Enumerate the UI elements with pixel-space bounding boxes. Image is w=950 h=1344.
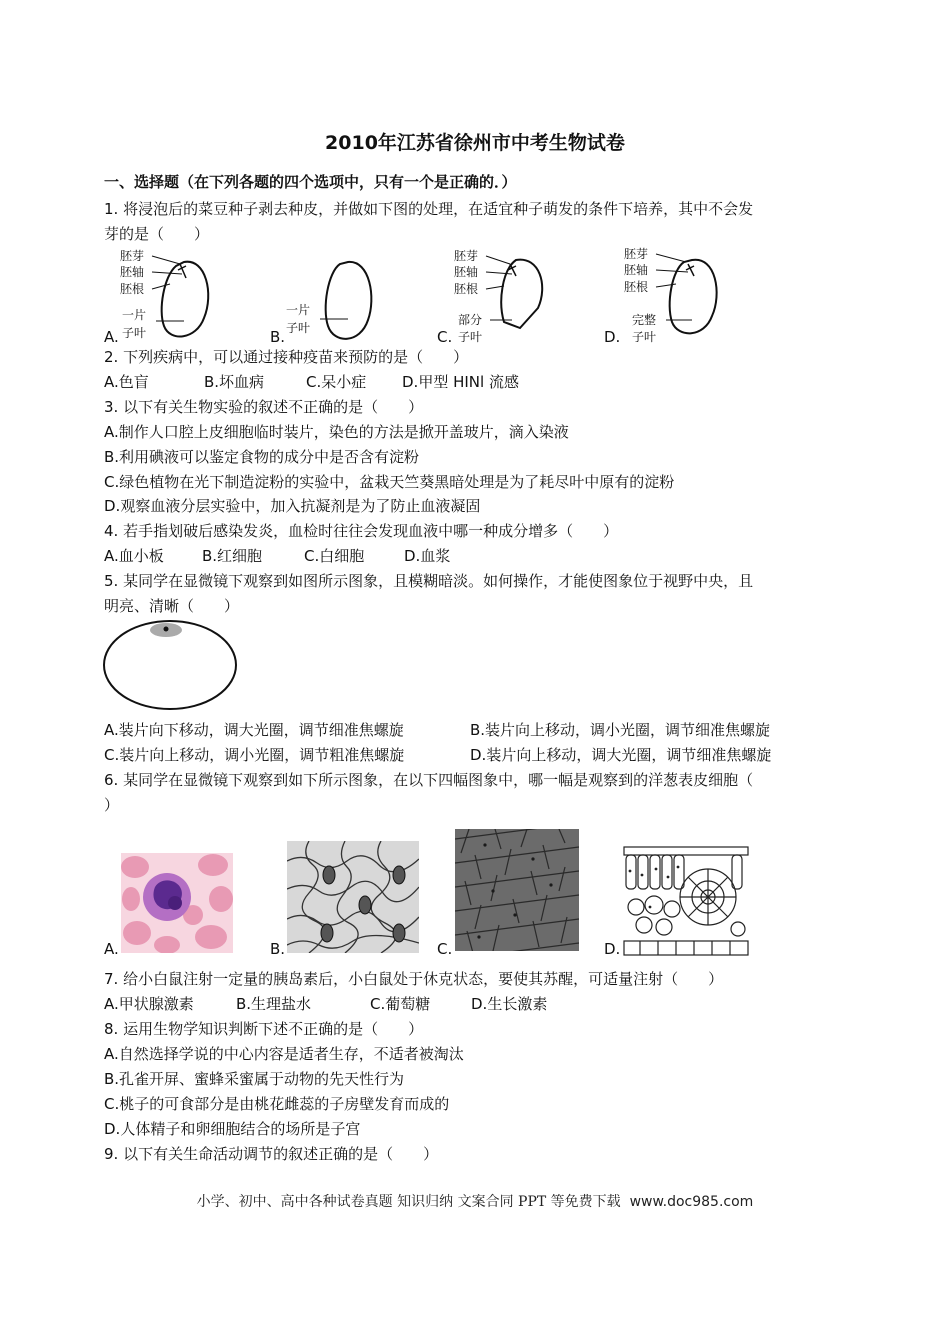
q5-option-c: C.装片向上移动，调小光圈，调节粗准焦螺旋 bbox=[104, 746, 405, 764]
q5-option-b: B.装片向上移动，调小光圈，调节细准焦螺旋 bbox=[470, 721, 771, 739]
q6-option-b-letter: B. bbox=[270, 940, 286, 958]
q6-stem-line1: 6. 某同学在显微镜下观察到如下所示图象，在以下四幅图象中，哪一幅是观察到的洋葱表皮细胞（ bbox=[104, 771, 754, 789]
q8-stem: 8. 运用生物学知识判断下述不正确的是（ ） bbox=[104, 1020, 424, 1038]
q3-stem: 3. 以下有关生物实验的叙述不正确的是（ ） bbox=[104, 398, 424, 416]
q1d-label-plumule: 胚芽 bbox=[624, 247, 649, 261]
q8-option-a: A.自然选择学说的中心内容是适者生存，不适者被淘汰 bbox=[104, 1045, 464, 1063]
q7-option-b: B.生理盐水 bbox=[236, 995, 312, 1013]
q6-option-c-letter: C. bbox=[437, 940, 453, 958]
q5-option-a: A.装片向下移动，调大光圈，调节细准焦螺旋 bbox=[104, 721, 404, 739]
q1-option-a-letter: A. bbox=[104, 328, 119, 346]
q3-option-b: B.利用碘液可以鉴定食物的成分中是否含有淀粉 bbox=[104, 448, 420, 466]
q1-figure-c bbox=[452, 246, 562, 348]
q6-option-d-letter: D. bbox=[604, 940, 621, 958]
q2-option-c: C.呆小症 bbox=[306, 373, 367, 391]
q7-option-d: D.生长激素 bbox=[471, 995, 548, 1013]
q1c-label-cotyledon: 子叶 bbox=[458, 330, 483, 344]
q5-stem-line1: 5. 某同学在显微镜下观察到如图所示图象，且模糊暗淡。如何操作，才能使图象位于视野中央，且 bbox=[104, 572, 754, 590]
q4-stem: 4. 若手指划破后感染发炎，血检时往往会发现血液中哪一种成分增多（ ） bbox=[104, 522, 619, 540]
q3-option-c: C.绿色植物在光下制造淀粉的实验中，盆栽天竺葵黑暗处理是为了耗尽叶中原有的淀粉 bbox=[104, 473, 675, 491]
q7-option-a: A.甲状腺激素 bbox=[104, 995, 194, 1013]
q1a-label-one-piece: 一片 bbox=[122, 308, 147, 322]
q3-option-a: A.制作人口腔上皮细胞临时装片，染色的方法是掀开盖玻片，滴入染液 bbox=[104, 423, 569, 441]
section-heading: 一、选择题（在下列各题的四个选项中，只有一个是正确的．） bbox=[104, 173, 517, 191]
q4-option-b: B.红细胞 bbox=[202, 547, 263, 565]
q1-figure-d bbox=[622, 244, 732, 348]
q1a-label-hypocotyl: 胚轴 bbox=[120, 265, 145, 279]
q1a-label-radicle: 胚根 bbox=[120, 282, 145, 296]
q6-image-leaf-epidermis bbox=[287, 841, 419, 953]
q2-stem: 2. 下列疾病中，可以通过接种疫苗来预防的是（ ） bbox=[104, 348, 469, 366]
page-title: 2010年江苏省徐州市中考生物试卷 bbox=[325, 132, 625, 154]
q6-stem-line2: ） bbox=[104, 796, 120, 814]
q7-option-c: C.葡萄糖 bbox=[370, 995, 431, 1013]
q2-option-b: B.坏血病 bbox=[204, 373, 265, 391]
q5-option-d: D.装片向上移动，调大光圈，调节细准焦螺旋 bbox=[470, 746, 772, 764]
q8-option-d: D.人体精子和卵细胞结合的场所是子宫 bbox=[104, 1120, 361, 1138]
q1c-label-partial: 部分 bbox=[458, 313, 483, 327]
q8-option-b: B.孔雀开屏、蜜蜂采蜜属于动物的先天性行为 bbox=[104, 1070, 405, 1088]
q2-option-a: A.色盲 bbox=[104, 373, 149, 391]
q4-option-d: D.血浆 bbox=[404, 547, 451, 565]
q1c-label-plumule: 胚芽 bbox=[454, 249, 479, 263]
q4-option-c: C.白细胞 bbox=[304, 547, 365, 565]
q5-options-row1 bbox=[104, 720, 770, 740]
footer-url: www.doc985.com bbox=[629, 1194, 754, 1210]
q8-option-c: C.桃子的可食部分是由桃花雌蕊的子房壁发育而成的 bbox=[104, 1095, 450, 1113]
q1c-label-radicle: 胚根 bbox=[454, 282, 479, 296]
q1a-label-plumule: 胚芽 bbox=[120, 249, 145, 263]
q5-options-row2 bbox=[104, 745, 771, 765]
q1d-label-hypocotyl: 胚轴 bbox=[624, 263, 649, 277]
q7-stem: 7. 给小白鼠注射一定量的胰岛素后，小白鼠处于休克状态，要使其苏醒，可适量注射（ ） bbox=[104, 970, 724, 988]
q1-figure-b bbox=[280, 252, 380, 348]
q1-stem-line2: 芽的是（ ） bbox=[104, 225, 210, 243]
q1-option-d-letter: D. bbox=[604, 328, 621, 346]
q9-stem: 9. 以下有关生命活动调节的叙述正确的是（ ） bbox=[104, 1145, 439, 1163]
q2-options bbox=[104, 372, 519, 392]
page-footer bbox=[0, 1191, 950, 1211]
q5-stem-line2: 明亮、清晰（ ） bbox=[104, 597, 240, 615]
q7-options bbox=[104, 994, 547, 1014]
q5-microscope-field bbox=[102, 618, 240, 712]
q6-image-leaf-cross-section bbox=[622, 845, 750, 957]
q1b-label-cotyledon: 子叶 bbox=[286, 321, 311, 335]
q1-option-b-letter: B. bbox=[270, 328, 286, 346]
q3-option-d: D.观察血液分层实验中，加入抗凝剂是为了防止血液凝固 bbox=[104, 497, 481, 515]
q1-figure-a bbox=[104, 246, 224, 348]
q1b-label-one-piece: 一片 bbox=[286, 303, 311, 317]
q1-stem-line1: 1. 将浸泡后的菜豆种子剥去种皮，并做如下图的处理，在适宜种子萌发的条件下培养，其中不会发 bbox=[104, 200, 754, 218]
q1d-label-radicle: 胚根 bbox=[624, 280, 649, 294]
q1d-label-cotyledon: 子叶 bbox=[632, 330, 657, 344]
q6-image-onion-epidermis bbox=[455, 829, 579, 951]
q1a-label-cotyledon: 子叶 bbox=[122, 326, 147, 340]
q1d-label-complete: 完整 bbox=[632, 313, 657, 327]
q2-option-d: D.甲型 HINl 流感 bbox=[402, 373, 519, 391]
q4-option-a: A.血小板 bbox=[104, 547, 164, 565]
q4-options bbox=[104, 546, 450, 566]
q1c-label-hypocotyl: 胚轴 bbox=[454, 265, 479, 279]
q6-option-a-letter: A. bbox=[104, 940, 119, 958]
footer-text: 小学、初中、高中各种试卷真题 知识归纳 文案合同 PPT 等免费下载 bbox=[196, 1194, 621, 1210]
q6-image-blood-cells bbox=[121, 853, 233, 953]
q1-option-c-letter: C. bbox=[437, 328, 453, 346]
